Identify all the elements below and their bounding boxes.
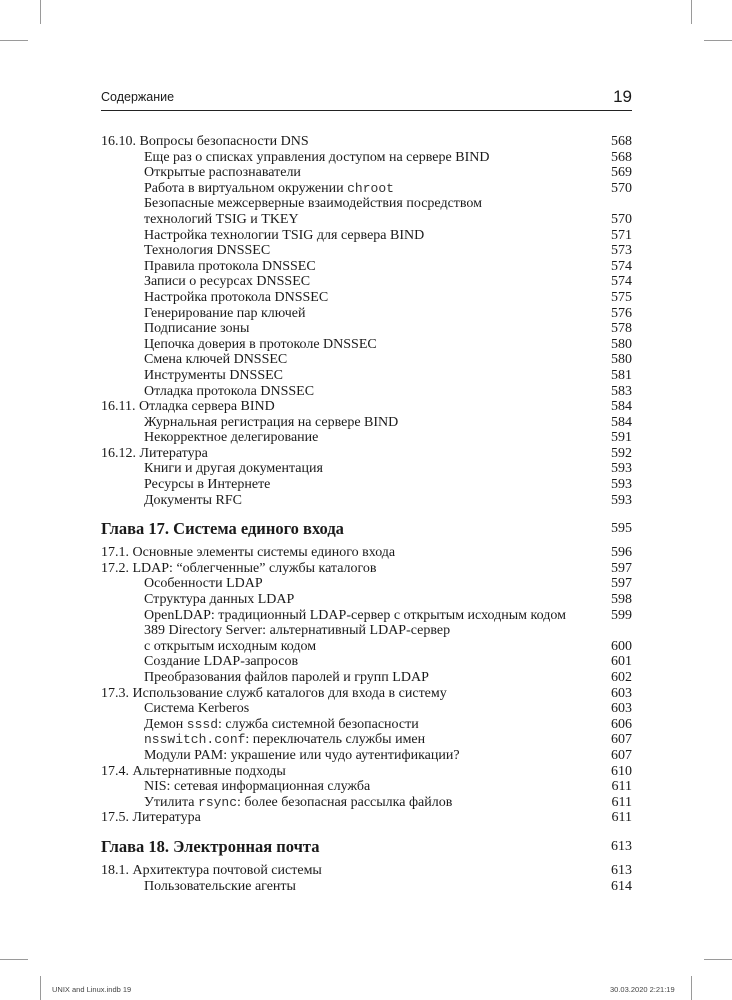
toc-page-number: 611 [611,779,632,795]
toc-page-number: 576 [611,305,632,321]
toc-page-number: 596 [611,545,632,561]
toc-page-number: 570 [611,180,632,196]
toc-subsection [101,608,632,624]
toc-entry-text: Настройка протокола DNSSEC [144,289,329,305]
toc-entry-text: Создание LDAP-запросов [144,654,299,670]
toc-page-number: 599 [611,607,632,623]
toc-page-number: 613 [611,862,632,878]
toc-entry-text: Журнальная регистрация на сервере BIND [144,414,399,430]
toc-entry-text: NIS: сетевая информационная служба [144,779,371,795]
toc-entry-text: Утилита [144,794,199,810]
toc-chapter [101,836,632,857]
toc-entry-text: : более безопасная рассылка файлов [237,794,453,810]
toc-page-number: 581 [611,367,632,383]
toc-subsection [101,670,632,686]
toc-entry-text: Правила протокола DNSSEC [144,258,316,274]
toc-entry-text: 16.10. Вопросы безопасности DNS [101,134,309,149]
toc-subsection [101,259,632,275]
toc-subsection [101,384,632,400]
toc-chapter [101,518,632,539]
toc-entry-text: Отладка протокола DNSSEC [144,383,315,399]
crop-mark [704,40,732,41]
toc-page-number: 610 [611,763,632,779]
toc-page-number: 606 [611,716,632,732]
toc-subsection [101,212,632,228]
toc-entry-text: 17.2. LDAP: “облегченные” службы каталогов [101,560,377,576]
toc-page-number: 591 [611,430,632,446]
toc-subsection [101,717,632,733]
toc-subsection [101,779,632,795]
crop-mark [0,40,28,41]
toc-page-number: 613 [611,838,632,854]
crop-mark [40,0,41,24]
toc-page-number: 600 [611,638,632,654]
toc-entry-text: Некорректное делегирование [144,430,319,446]
toc-entry-text: 18.1. Архитектура почтовой системы [101,862,322,878]
toc-entry-code: sssd [186,716,219,732]
toc-entry-text: : служба системной безопасности [218,716,419,732]
toc-entry-text: Подписание зоны [144,321,250,337]
toc-subsection [101,337,632,353]
toc-entry-text: Глава 18. Электронная почта [101,836,320,856]
toc-section [101,134,632,150]
toc-subsection [101,165,632,181]
toc-page-number: 598 [611,592,632,608]
footer-timestamp: 30.03.2020 2:21:19 [610,985,675,994]
toc-page-number: 571 [611,227,632,243]
toc-subsection [101,352,632,368]
toc-entry-text: Система Kerberos [144,701,250,717]
toc-page-number: 603 [611,685,632,701]
toc-entry-text: Демон [144,716,187,732]
toc-page-number: 575 [611,289,632,305]
toc-page-number: 570 [611,211,632,227]
toc-entry-text: Цепочка доверия в протоколе DNSSEC [144,336,377,352]
toc-page-number: 595 [611,521,632,537]
toc-page-number: 607 [611,747,632,763]
toc-subsection [101,274,632,290]
toc-entry-text: Записи о ресурсах DNSSEC [144,274,311,290]
toc-page-number: 574 [611,274,632,290]
toc-entry-text: Ресурсы в Интернете [144,477,271,493]
toc-page-number: 569 [611,165,632,181]
toc-entry-text: Технология DNSSEC [144,243,271,259]
toc-subsection [101,592,632,608]
toc-section [101,686,632,702]
toc-entry-text: технологий TSIG и TKEY [144,211,299,227]
toc-section [101,399,632,415]
toc-entry-text: Открытые распознаватели [144,165,301,181]
toc-page-number: 611 [611,810,632,826]
toc-subsection [101,150,632,166]
toc-subsection [101,415,632,431]
toc-entry-text: Пользовательские агенты [144,878,296,894]
toc-entry-text: Генерирование пар ключей [144,305,306,321]
toc-entry-text: 17.4. Альтернативные подходы [101,763,286,779]
toc-entry-text: Смена ключей DNSSEC [144,352,288,368]
toc-section [101,561,632,577]
toc-entry-text: Документы RFC [144,492,243,508]
running-header-title: Содержание [101,90,175,104]
toc-page-number: 580 [611,352,632,368]
toc-section [101,863,632,879]
toc-page-number: 607 [611,732,632,748]
toc-entry-text: Инструменты DNSSEC [144,367,284,383]
toc-page-number: 593 [611,492,632,508]
toc-entry-text: Безопасные межсерверные взаимодействия посредством [144,196,483,212]
toc-page-number: 593 [611,477,632,493]
toc-page-number: 602 [611,670,632,685]
toc-page-number: 578 [611,321,632,337]
toc-page-number: 584 [611,414,632,430]
toc-entry-text: : переключатель службы имен [245,732,426,748]
running-header [101,88,632,111]
toc-page-number: 573 [611,243,632,259]
toc-entry-code: rsync [198,794,238,810]
toc-entry-text: 17.1. Основные элементы системы единого входа [101,545,396,561]
toc-subsection [101,243,632,259]
toc-entry-code: nsswitch.conf [144,732,246,748]
toc-entry-text: Настройка технологии TSIG для сервера BIND [144,227,425,243]
toc-entry-code: chroot [347,180,394,196]
toc-section [101,446,632,462]
footer-file: UNIX and Linux.indb 19 [52,985,132,994]
toc-subsection [101,196,632,212]
toc-entry-text: Особенности LDAP [144,576,263,592]
toc-page-number: 592 [611,445,632,461]
toc-subsection [101,430,632,446]
toc-subsection [101,654,632,670]
toc-subsection [101,181,632,197]
toc-page-number: 597 [611,560,632,576]
toc-page-number: 611 [611,794,632,810]
toc-page-number: 593 [611,461,632,477]
toc-page-number: 574 [611,258,632,274]
toc-subsection [101,576,632,592]
toc-page-number: 603 [611,701,632,717]
toc-page-number: 568 [611,134,632,149]
crop-mark [40,976,41,1000]
toc-subsection [101,477,632,493]
toc-subsection [101,879,632,895]
toc-page-number: 597 [611,576,632,592]
toc-subsection [101,732,632,748]
toc-subsection [101,493,632,509]
toc-subsection [101,701,632,717]
crop-mark [704,959,732,960]
toc-page-number: 583 [611,383,632,399]
toc-subsection [101,306,632,322]
toc-entry-text: Глава 17. Система единого входа [101,519,344,539]
toc-entry-text: 17.3. Использование служб каталогов для входа в систему [101,685,447,701]
toc-subsection [101,623,632,639]
toc-page-number: 568 [611,149,632,165]
toc-entry-text: Структура данных LDAP [144,592,295,608]
toc-entry-text: 16.11. Отладка сервера BIND [101,399,275,415]
toc-subsection [101,461,632,477]
toc-entry-text: 389 Directory Server: альтернативный LDAP-сервер [144,623,451,639]
toc-entry-text: Преобразования файлов паролей и групп LDAP [144,670,429,685]
toc-subsection [101,748,632,764]
toc-section [101,545,632,561]
toc-entry-text: Модули PAM: украшение или чудо аутентификации? [144,747,460,763]
crop-mark [691,0,692,24]
toc-section [101,810,632,826]
toc-subsection [101,795,632,811]
toc-subsection [101,321,632,337]
toc-page-number: 614 [611,878,632,894]
toc-page-number: 584 [611,399,632,415]
toc-page-number: 580 [611,336,632,352]
toc-entry-text: 17.5. Литература [101,810,201,826]
toc-subsection [101,228,632,244]
toc-subsection [101,368,632,384]
toc-subsection [101,290,632,306]
crop-mark [691,976,692,1000]
toc-entry-text: OpenLDAP: традиционный LDAP-сервер с открытым исходным кодом [144,607,566,623]
toc-subsection [101,639,632,655]
toc-entry-text: с открытым исходным кодом [144,638,317,654]
toc-entry-text: Работа в виртуальном окружении [144,180,348,196]
table-of-contents [101,134,632,894]
toc-page-number: 601 [611,654,632,670]
toc-entry-text: Еще раз о списках управления доступом на сервере BIND [144,149,490,165]
toc-entry-text: Книги и другая документация [144,461,323,477]
page-number: 19 [613,87,632,106]
crop-mark [0,959,28,960]
toc-entry-text: 16.12. Литература [101,445,208,461]
toc-section [101,764,632,780]
